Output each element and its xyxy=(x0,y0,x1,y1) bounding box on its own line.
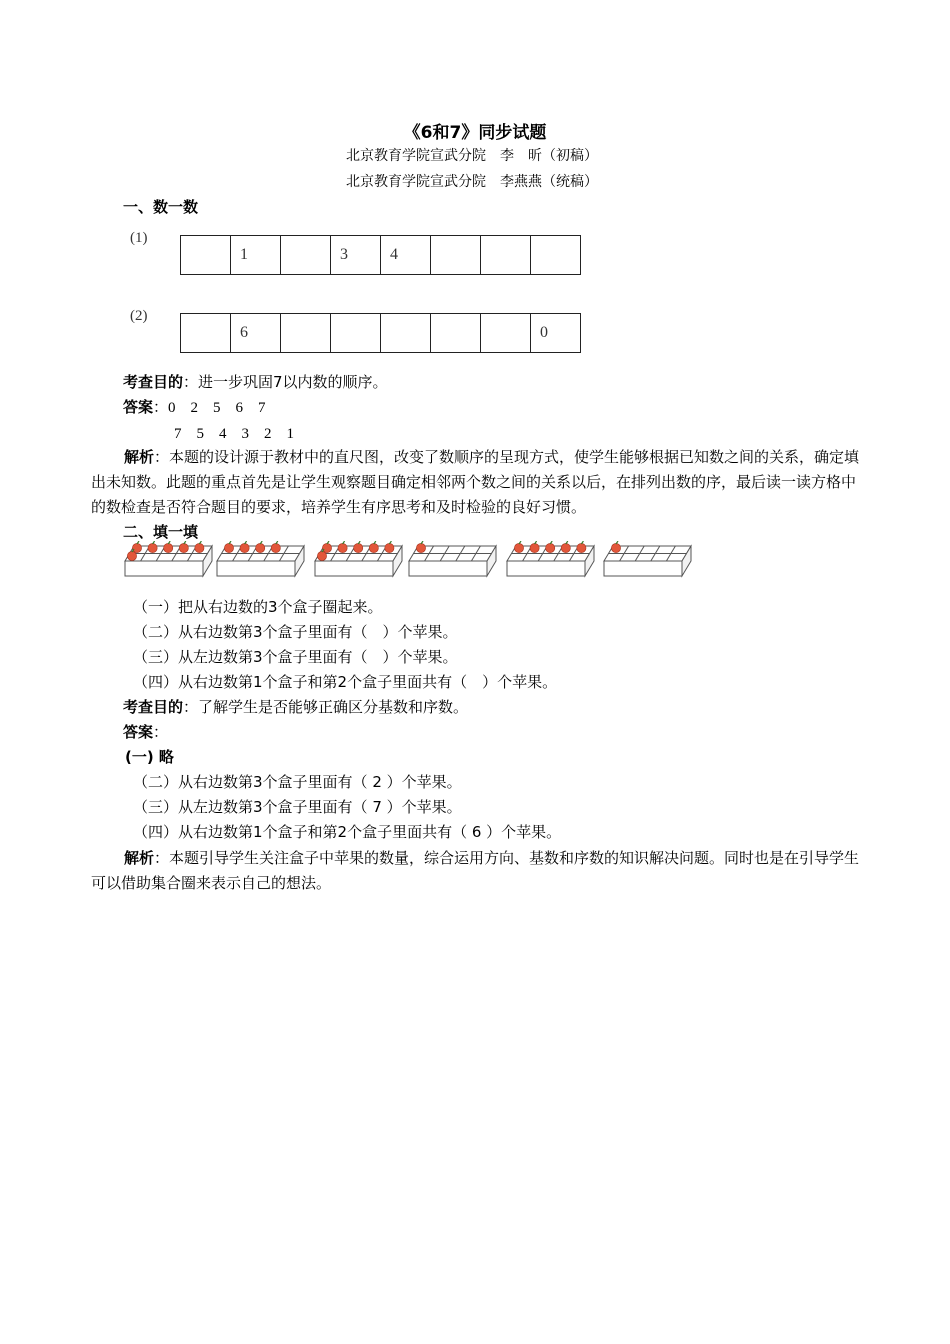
purpose-label: 考查目的 xyxy=(123,373,184,391)
answer-line-2: 7 5 4 3 2 1 xyxy=(174,426,295,442)
author-line-1: 北京教育学院宣武分院 李 昕（初稿） xyxy=(346,148,598,164)
purpose-text: ：了解学生是否能够正确区分基数和序数。 xyxy=(183,698,469,716)
apple-icon xyxy=(322,543,331,552)
section-1-answer xyxy=(123,396,266,417)
section-2-answer xyxy=(123,721,168,742)
cell xyxy=(281,314,331,353)
page-title: 《6和7》同步试题 xyxy=(403,123,547,143)
apple-box-4 xyxy=(407,541,499,579)
section-2-purpose xyxy=(123,696,468,717)
section-2-heading: 二、填一填 xyxy=(123,523,199,541)
apple-icon xyxy=(164,543,173,552)
answer-4: （四）从右边数第1个盒子和第2个盒子里面共有（ 6 ）个苹果。 xyxy=(133,823,562,841)
apple-box-5 xyxy=(505,541,597,579)
apple-icon xyxy=(179,543,188,552)
analysis-text: ：本题引导学生关注盒子中苹果的数量，综合运用方向、基数和序数的知识解决问题。同时也是在引导学生可以借助集合圈来表示自己的想法。 xyxy=(91,849,860,892)
answer-label: 答案 xyxy=(123,723,154,741)
answer-label: 答案 xyxy=(123,398,154,416)
cell xyxy=(431,314,481,353)
apple-icon xyxy=(385,543,394,552)
apple-box-2 xyxy=(215,541,307,579)
cell: 0 xyxy=(531,314,581,353)
row-2-label: (2) xyxy=(130,308,148,324)
author-line-2: 北京教育学院宣武分院 李燕燕（统稿） xyxy=(346,174,598,190)
apple-icon xyxy=(338,543,347,552)
apple-box-1 xyxy=(123,541,215,579)
apple-icon xyxy=(514,543,523,552)
apple-icon xyxy=(195,543,204,552)
answer-3: （三）从左边数第3个盒子里面有（ 7 ）个苹果。 xyxy=(133,798,462,816)
apple-icon xyxy=(127,551,136,560)
apple-icon xyxy=(148,543,157,552)
question-3: （三）从左边数第3个盒子里面有（ ）个苹果。 xyxy=(133,648,458,666)
cell xyxy=(481,314,531,353)
analysis-label: 解析 xyxy=(124,849,155,867)
apple-icon xyxy=(416,543,425,552)
section-1-purpose xyxy=(123,371,388,392)
purpose-text: ：进一步巩固7以内数的顺序。 xyxy=(183,373,388,391)
number-row-2 xyxy=(180,313,581,353)
section-2-analysis xyxy=(91,846,861,896)
section-1-analysis xyxy=(91,445,861,520)
apple-icon xyxy=(317,551,326,560)
question-4: （四）从右边数第1个盒子和第2个盒子里面共有（ ）个苹果。 xyxy=(133,673,558,691)
question-1: （一）把从右边数的3个盒子圈起来。 xyxy=(133,598,383,616)
cell: 1 xyxy=(231,236,281,275)
apple-icon xyxy=(611,543,620,552)
cell: 3 xyxy=(331,236,381,275)
analysis-label: 解析 xyxy=(124,448,155,466)
row-1-label: (1) xyxy=(130,230,148,246)
apple-box-6 xyxy=(602,541,694,579)
answer-1: (一) 略 xyxy=(125,748,174,766)
apple-icon xyxy=(256,543,265,552)
cell xyxy=(431,236,481,275)
purpose-label: 考查目的 xyxy=(123,698,184,716)
apple-icon xyxy=(577,543,586,552)
apple-icon xyxy=(546,543,555,552)
answer-line-1: ：0 2 5 6 7 xyxy=(153,400,266,416)
apple-icon xyxy=(240,543,249,552)
analysis-text: ：本题的设计源于教材中的直尺图，改变了数顺序的呈现方式，使学生能够根据已知数之间的关系，确定填出未知数。此题的重点首先是让学生观察题目确定相邻两个数之间的关系以后，在排列出数的序，最后读一读方格中的数检查是否符合题目的要求，培养学生有序思考和及时检验的良好习惯。 xyxy=(91,448,860,516)
apple-icon xyxy=(224,543,233,552)
number-row-1 xyxy=(180,235,581,275)
apple-icon xyxy=(132,543,141,552)
cell xyxy=(331,314,381,353)
apple-icon xyxy=(271,543,280,552)
cell xyxy=(281,236,331,275)
cell: 6 xyxy=(231,314,281,353)
apple-icon xyxy=(530,543,539,552)
question-2: （二）从右边数第3个盒子里面有（ ）个苹果。 xyxy=(133,623,458,641)
apple-icon xyxy=(561,543,570,552)
answer-colon: ： xyxy=(153,723,169,741)
apple-icon xyxy=(354,543,363,552)
cell xyxy=(181,314,231,353)
cell xyxy=(181,236,231,275)
section-1-heading: 一、数一数 xyxy=(123,198,199,216)
apple-box-3 xyxy=(313,541,405,579)
answer-2: （二）从右边数第3个盒子里面有（ 2 ）个苹果。 xyxy=(133,773,462,791)
apple-icon xyxy=(369,543,378,552)
cell xyxy=(481,236,531,275)
cell xyxy=(381,314,431,353)
cell xyxy=(531,236,581,275)
cell: 4 xyxy=(381,236,431,275)
